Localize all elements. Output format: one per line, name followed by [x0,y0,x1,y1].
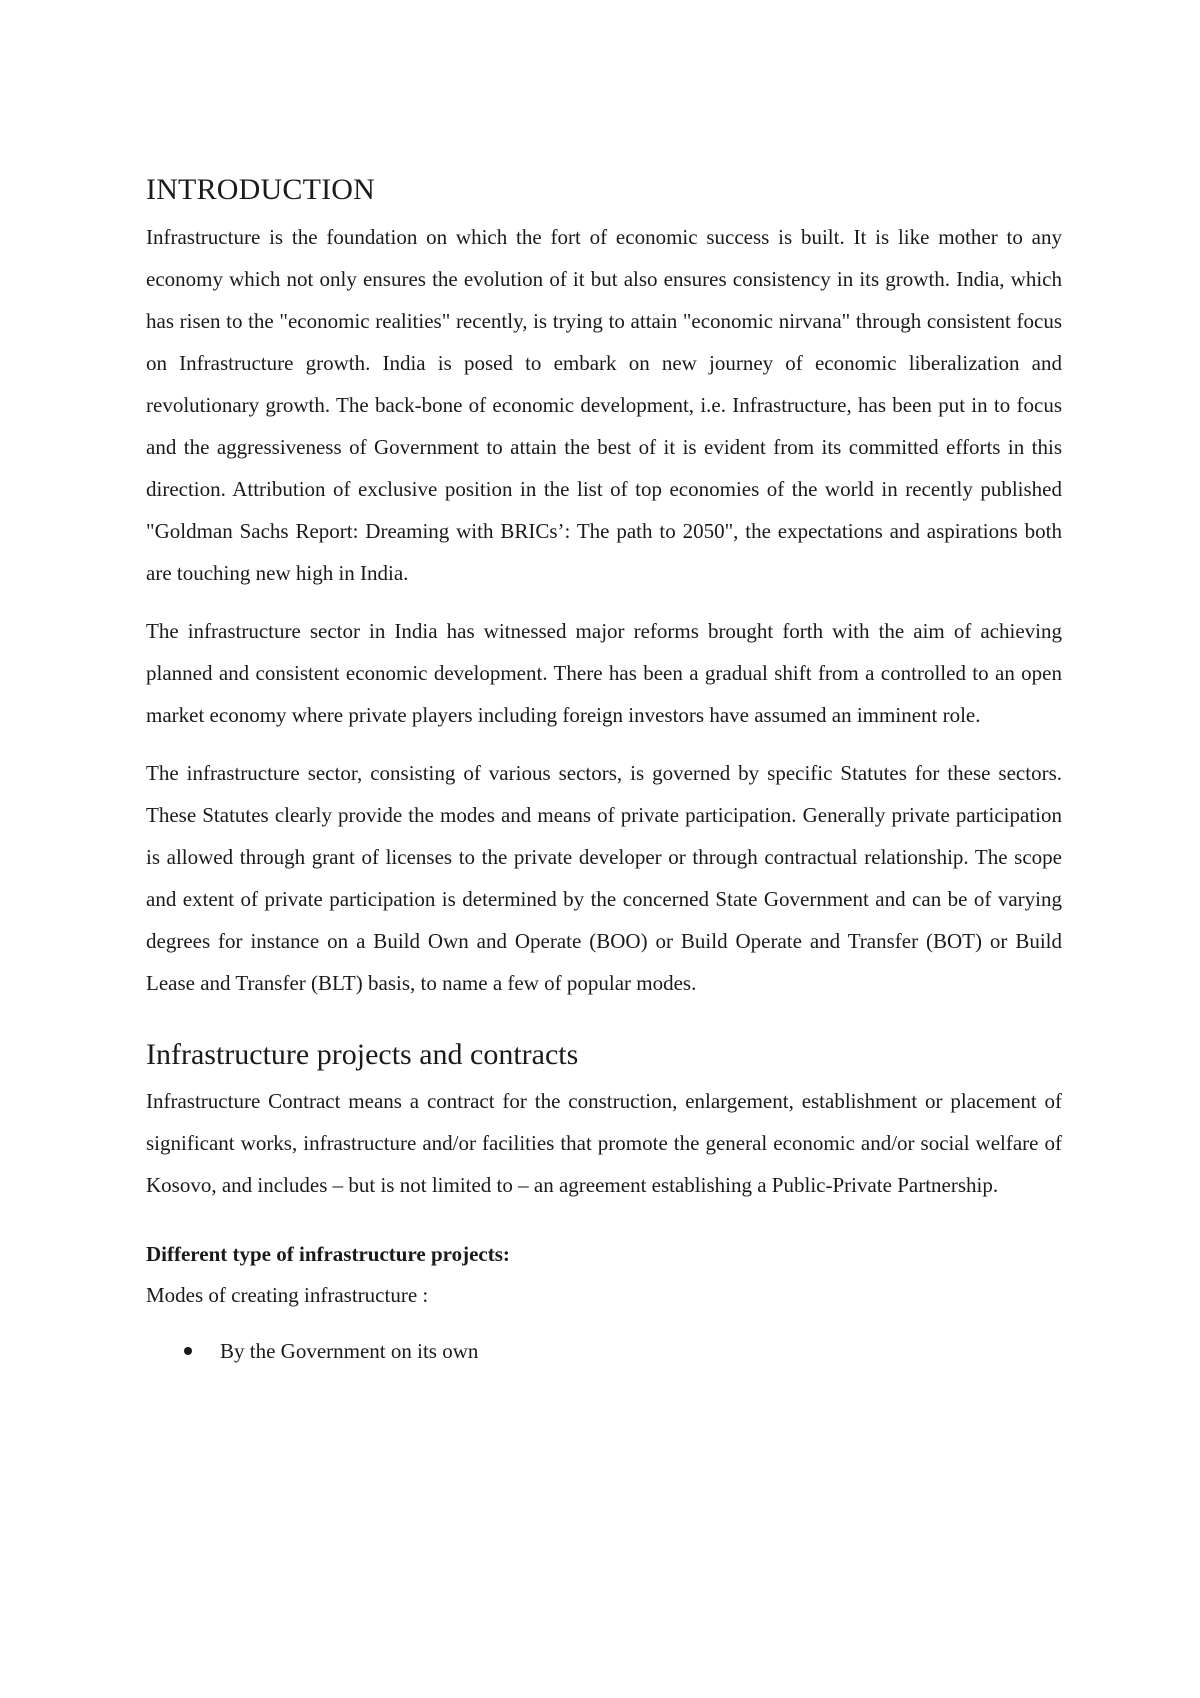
bullet-list [146,1330,1062,1372]
section-paragraph: Infrastructure Contract means a contract for the construction, enlargement, establishment or placement of significant works, infrastructure and/or facilities that promote the general economic and/or social welfare of Kosovo, and includes – but is not limited to – an agreement establishing a Public-Private Partnership. [146,1089,1062,1197]
intro-heading: INTRODUCTION [146,173,376,206]
section-heading: Infrastructure projects and contracts [146,1038,579,1071]
intro-paragraph-2: The infrastructure sector in India has witnessed major reforms brought forth with the aim of achieving planned and consistent economic development. There has been a gradual shift from a controlled to an open market economy where private players including foreign investors have assumed an imminent role. [146,619,1062,727]
intro-paragraph-1: Infrastructure is the foundation on which the fort of economic success is built. It is like mother to any economy which not only ensures the evolution of it but also ensures consistency in its growth. India, which has risen to the "economic realities" recently, is trying to attain "economic nirvana" through consistent focus on Infrastructure growth. India is posed to embark on new journey of economic liberalization and revolutionary growth. The back-bone of economic development, i.e. Infrastructure, has been put in to focus and the aggressiveness of Government to attain the best of it is evident from its committed efforts in this direction. Attribution of exclusive position in the list of top economies of the world in recently published "Goldman Sachs Report: Dreaming with BRICs’: The path to 2050", the expectations and aspirations both are touching new high in India. [146,225,1062,585]
modes-line: Modes of creating infrastructure : [146,1283,429,1307]
list-item-text: By the Government on its own [220,1339,479,1363]
document-page [146,170,1062,1372]
intro-paragraph-3: The infrastructure sector, consisting of various sectors, is governed by specific Statutes for these sectors. These Statutes clearly provide the modes and means of private participation. Generally private participation is allowed through grant of licenses to the private developer or through contractual relationship. The scope and extent of private participation is determined by the concerned State Government and can be of varying degrees for instance on a Build Own and Operate (BOO) or Build Operate and Transfer (BOT) or Build Lease and Transfer (BLT) basis, to name a few of popular modes. [146,761,1062,995]
list-item [146,1330,1062,1372]
bullet-icon [184,1347,192,1355]
sub-heading: Different type of infrastructure projects: [146,1242,510,1266]
